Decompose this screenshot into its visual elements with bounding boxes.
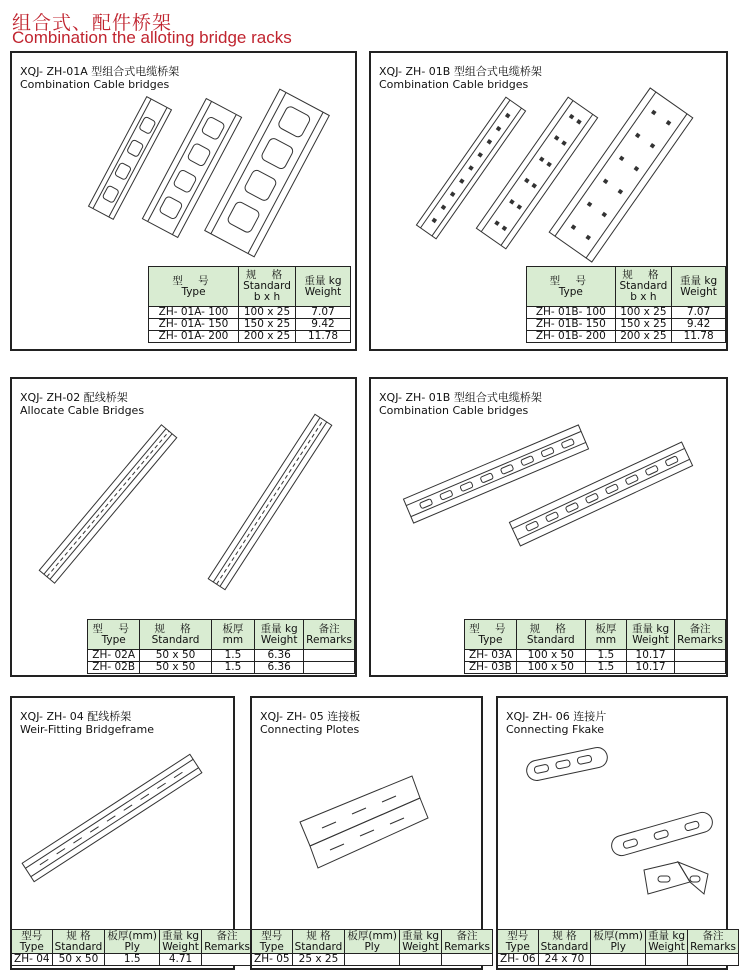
product-name: Connecting Plotes	[260, 723, 360, 736]
product-code: XQJ- ZH-01A 型组合式电缆桥架	[20, 65, 180, 78]
col-type: 型 号 Type	[149, 267, 239, 307]
tray-01b-200	[549, 88, 693, 262]
col-type: 型号 Type	[252, 930, 293, 954]
table-row: ZH- 01B- 100 100 x 25 7.07	[527, 307, 726, 319]
col-weight: 重量 kg Weight	[255, 620, 304, 650]
product-name: Allocate Cable Bridges	[20, 404, 145, 417]
table-row: ZH- 01B- 150 150 x 25 9.42	[527, 319, 726, 331]
col-type: 型号 Type	[12, 930, 53, 954]
col-type: 型号 Type	[498, 930, 539, 954]
spec-table	[497, 929, 739, 966]
table-row: ZH- 03B 100 x 50 1.5 10.17	[465, 662, 726, 674]
col-remarks: 备注 Remarks	[304, 620, 355, 650]
page-title-en: Combination the alloting bridge racks	[12, 28, 292, 47]
col-thickness: 板厚(mm) Ply	[345, 930, 400, 954]
page-title-cn: 组合式、配件桥架	[12, 12, 173, 34]
product-name: Connecting Fkake	[506, 723, 604, 736]
col-weight: 重量 kg Weight	[400, 930, 442, 954]
col-remarks: 备注 Remarks	[442, 930, 493, 954]
product-code: XQJ- ZH- 05 连接板	[260, 710, 361, 723]
col-weight: 重量 kg Weight	[296, 267, 351, 307]
col-standard: 规 格 Standard	[292, 930, 345, 954]
col-thickness: 板厚(mm) Ply	[105, 930, 160, 954]
spec-table	[526, 266, 726, 343]
tray-03b	[509, 442, 692, 546]
table-row: ZH- 01A- 150 150 x 25 9.42	[149, 319, 351, 331]
product-code: XQJ- ZH- 01B 型组合式电缆桥架	[379, 65, 542, 78]
table-row: ZH- 04 50 x 50 1.5 4.71	[12, 954, 253, 966]
product-panel-zh06	[496, 696, 736, 970]
product-panel-zh01a	[10, 51, 357, 351]
col-standard: 规 格 Standard b x h	[239, 267, 296, 307]
product-panel-zh05	[250, 696, 490, 970]
col-thickness: 板厚 mm	[585, 620, 626, 650]
product-code: XQJ- ZH-02 配线桥架	[20, 391, 128, 404]
product-name: Combination Cable bridges	[379, 78, 529, 91]
product-code: XQJ- ZH- 01B 型组合式电缆桥架	[379, 391, 542, 404]
col-standard: 规 格 Standard	[538, 930, 591, 954]
col-weight: 重量 kg Weight	[160, 930, 202, 954]
product-panel-zh01b	[369, 51, 728, 351]
col-remarks: 备注 Remarks	[688, 930, 739, 954]
col-standard: 规 格 Standard b x h	[615, 267, 672, 307]
table-row: ZH- 02B 50 x 50 1.5 6.36	[88, 662, 355, 674]
spec-table	[251, 929, 493, 966]
tray-02a	[39, 425, 176, 583]
product-panel-zh03	[369, 377, 728, 677]
table-row: ZH- 01A- 100 100 x 25 7.07	[149, 307, 351, 319]
tray-03a	[403, 425, 588, 523]
col-remarks: 备注 Remarks	[202, 930, 253, 954]
product-panel-zh04	[10, 696, 250, 970]
col-weight: 重量 kg Weight	[672, 267, 726, 307]
col-standard: 规 格 Standard	[140, 620, 211, 650]
product-code: XQJ- ZH- 04 配线桥架	[20, 710, 132, 723]
col-type: 型 号 Type	[527, 267, 616, 307]
spec-table	[464, 619, 726, 674]
col-weight: 重量 kg Weight	[646, 930, 688, 954]
tray-01a-150	[142, 99, 241, 238]
tray-01a-200	[205, 89, 330, 257]
col-type: 型 号 Type	[88, 620, 140, 650]
product-panel-zh02	[10, 377, 357, 677]
spec-table	[87, 619, 355, 674]
table-row: ZH- 02A 50 x 50 1.5 6.36	[88, 650, 355, 662]
table-row: ZH- 06 24 x 70	[498, 954, 739, 966]
col-thickness: 板厚(mm) Ply	[591, 930, 646, 954]
spec-table	[11, 929, 253, 966]
col-weight: 重量 kg Weight	[627, 620, 675, 650]
col-standard: 规 格 Standard	[52, 930, 105, 954]
spec-table	[148, 266, 351, 343]
table-row: ZH- 01A- 200 200 x 25 11.78	[149, 331, 351, 343]
product-code: XQJ- ZH- 06 连接片	[506, 710, 607, 723]
col-remarks: 备注 Remarks	[675, 620, 726, 650]
col-thickness: 板厚 mm	[211, 620, 254, 650]
product-name: Weir-Fitting Bridgeframe	[20, 723, 155, 736]
tray-02b	[208, 414, 332, 589]
table-row: ZH- 05 25 x 25	[252, 954, 493, 966]
col-type: 型 号 Type	[465, 620, 517, 650]
table-row: ZH- 03A 100 x 50 1.5 10.17	[465, 650, 726, 662]
table-row: ZH- 01B- 200 200 x 25 11.78	[527, 331, 726, 343]
product-name: Combination Cable bridges	[20, 78, 170, 91]
product-name: Combination Cable bridges	[379, 404, 529, 417]
col-standard: 规 格 Standard	[516, 620, 585, 650]
